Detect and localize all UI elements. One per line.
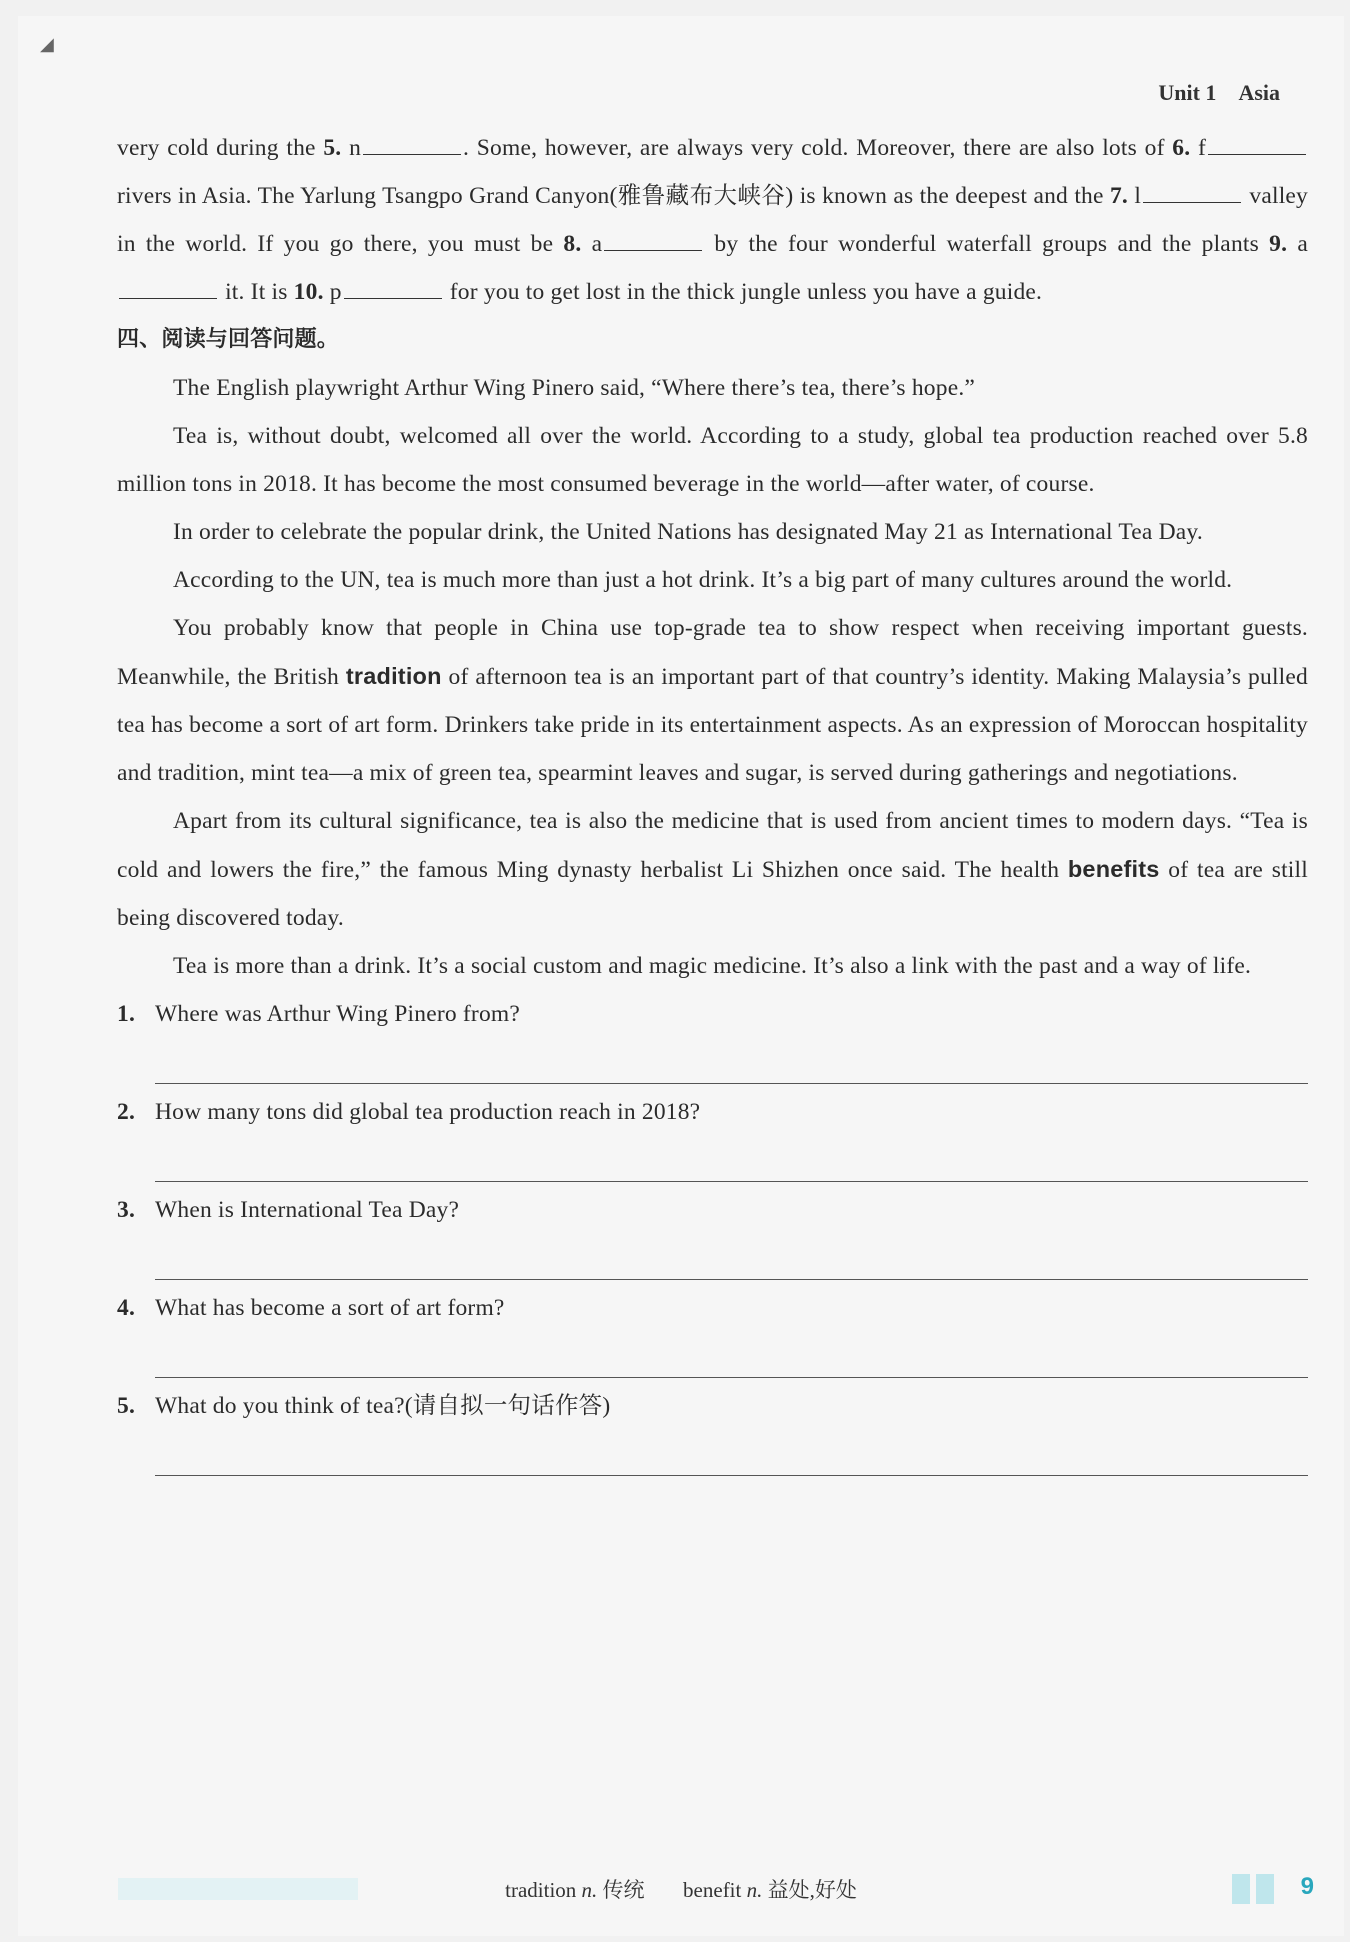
blank-number: 5.	[323, 135, 342, 161]
blank-number: 9.	[1269, 231, 1288, 257]
question-text: What has become a sort of art form?	[155, 1295, 505, 1321]
passage-paragraph-1: The English playwright Arthur Wing Pinero said, “Where there’s tea, there’s hope.”	[173, 375, 976, 401]
blank-hint: l	[1134, 183, 1142, 209]
blank-9-input[interactable]	[119, 276, 217, 299]
question-1	[117, 990, 1308, 1038]
question-number: 5.	[117, 1393, 136, 1419]
question-number: 2.	[117, 1099, 136, 1125]
question-2	[117, 1088, 1308, 1136]
question-3	[117, 1186, 1308, 1234]
passage-paragraph-4: According to the UN, tea is much more than just a hot drink. It’s a big part of many cultures around the world.	[173, 567, 1233, 593]
keyword-benefits: benefits	[1067, 856, 1160, 882]
page-header	[1158, 80, 1280, 106]
question-text: How many tons did global tea production reach in 2018?	[155, 1099, 701, 1125]
blank-number: 6.	[1172, 135, 1191, 161]
blank-hint: a	[1297, 231, 1308, 257]
blank-hint: p	[329, 279, 342, 305]
page-tab-decoration	[1232, 1874, 1274, 1904]
passage-text: You probably know that people in China use top-grade tea to show respect when receiving important guests. Meanwhile, the British	[117, 615, 1308, 690]
passage-text: of tea are still being discovered today.	[117, 857, 1308, 931]
footer-definition: 益处,好处	[767, 1878, 857, 1902]
blank-hint: f	[1197, 135, 1207, 161]
footer-word: tradition	[505, 1878, 577, 1902]
blank-5-input[interactable]	[363, 132, 461, 155]
blank-10-input[interactable]	[344, 276, 442, 299]
answer-line-3[interactable]	[155, 1234, 1308, 1280]
question-number: 4.	[117, 1295, 136, 1321]
page-content	[117, 124, 1308, 1480]
question-4	[117, 1284, 1308, 1332]
passage-paragraph-2: Tea is, without doubt, welcomed all over the world. According to a study, global tea production reached over 5.8 million tons in 2018. It has become the most consumed beverage in the world—after water, of course.	[117, 423, 1308, 497]
question-list	[117, 990, 1308, 1476]
passage-paragraph-6	[117, 797, 1308, 942]
blank-7-input[interactable]	[1143, 180, 1241, 203]
blank-hint: n	[349, 135, 362, 161]
footer-definition: 传统	[602, 1878, 645, 1902]
keyword-tradition: tradition	[345, 663, 442, 689]
blank-hint: a	[591, 231, 603, 257]
section-title: 四、阅读与回答问题。	[117, 327, 340, 352]
passage-text: Apart from its cultural significance, tea is also the medicine that is used from ancient times to modern days. “Tea is cold and lowers the fire,” the famous Ming dynasty herbalist Li Shizhen once said. The health	[117, 808, 1308, 883]
question-text: What do you think of tea?(请自拟一句话作答)	[155, 1393, 611, 1419]
page-number: 9	[1300, 1873, 1314, 1900]
passage-text: of afternoon tea is an important part of that country’s identity. Making Malaysia’s pulled tea has become a sort of art form. Drinkers take pride in its entertainment aspects. As an expression of Moroccan hospitality and tradition, mint tea—a mix of green tea, spearmint leaves and sugar, is served during gatherings and negotiations.	[117, 664, 1308, 786]
answer-line-4[interactable]	[155, 1332, 1308, 1378]
cloze-text: by the four wonderful waterfall groups and the plants	[704, 231, 1270, 257]
answer-line-1[interactable]	[155, 1038, 1308, 1084]
answer-line-5[interactable]	[155, 1430, 1308, 1476]
passage-paragraph-3: In order to celebrate the popular drink, the United Nations has designated May 21 as International Tea Day.	[173, 519, 1203, 545]
blank-8-input[interactable]	[604, 228, 702, 251]
unit-label: Unit 1	[1158, 80, 1217, 105]
footer-pos: n.	[746, 1878, 763, 1902]
unit-title: Asia	[1238, 80, 1280, 105]
cloze-text: it. It is	[219, 279, 294, 305]
blank-number: 8.	[563, 231, 582, 257]
vocabulary-footer	[18, 1874, 1344, 1904]
cloze-text: . Some, however, are always very cold. Moreover, there are also lots of	[463, 135, 1173, 161]
cloze-text: valley in the world. If you go there, you must be	[117, 183, 1309, 257]
passage-paragraph-5	[117, 604, 1308, 797]
question-text: Where was Arthur Wing Pinero from?	[155, 1001, 521, 1027]
passage-paragraph-7: Tea is more than a drink. It’s a social custom and magic medicine. It’s also a link with the past and a way of life.	[173, 953, 1252, 979]
answer-line-2[interactable]	[155, 1136, 1308, 1182]
workbook-page	[18, 16, 1344, 1936]
cloze-text: very cold during the	[117, 135, 324, 161]
footer-pos: n.	[581, 1878, 598, 1902]
blank-number: 10.	[293, 279, 324, 305]
question-5	[117, 1382, 1308, 1430]
question-number: 3.	[117, 1197, 136, 1223]
cloze-passage	[117, 124, 1308, 316]
question-text: When is International Tea Day?	[155, 1197, 460, 1223]
blank-6-input[interactable]	[1208, 132, 1306, 155]
cloze-text: rivers in Asia. The Yarlung Tsangpo Grand Canyon(雅鲁藏布大峡谷) is known as the deepest and the	[117, 183, 1110, 209]
question-number: 1.	[117, 1001, 136, 1027]
blank-number: 7.	[1109, 183, 1128, 209]
corner-mark-icon: ◢	[40, 34, 54, 55]
cloze-text: for you to get lost in the thick jungle unless you have a guide.	[443, 279, 1043, 305]
footer-word: benefit	[683, 1878, 742, 1902]
